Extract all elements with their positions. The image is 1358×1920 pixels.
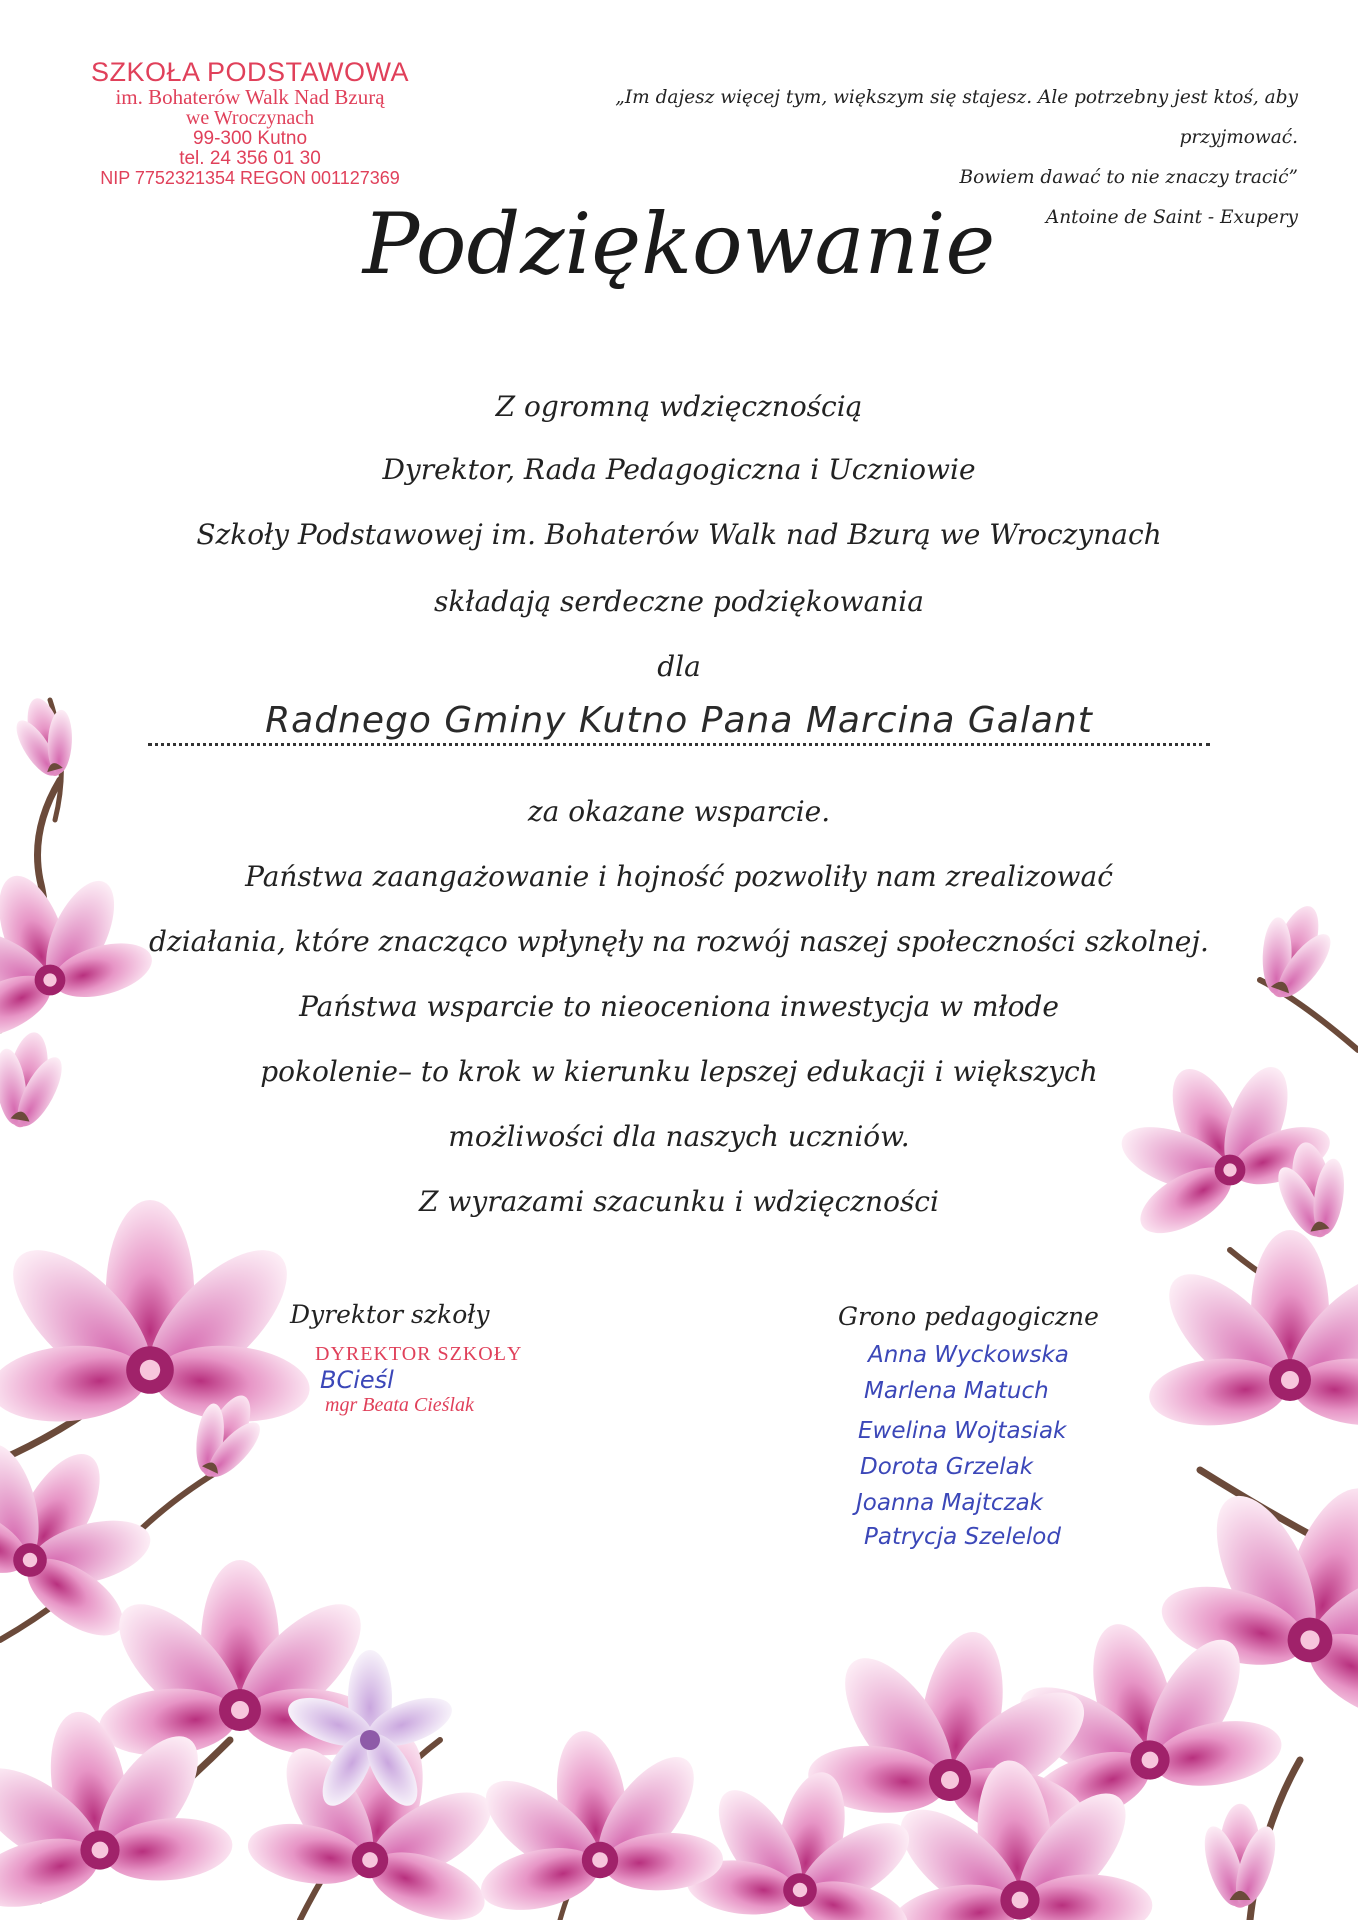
director-stamp: DYREKTOR SZKOŁY xyxy=(315,1343,523,1365)
staff-signature-block xyxy=(838,1302,1178,1562)
staff-signature: Patrycja Szelelod xyxy=(864,1524,1061,1550)
body-line: Państwa zaangażowanie i hojność pozwoliły nam zrealizować xyxy=(245,860,1113,893)
staff-signature: Dorota Grzelak xyxy=(860,1454,1034,1480)
stamp-line: we Wroczynach xyxy=(185,107,315,130)
staff-signature: Joanna Majtczak xyxy=(856,1490,1043,1516)
recipient-line xyxy=(120,700,1238,746)
quote-line: „Im dajesz więcej tym, większym się stajesz. Ale potrzebny jest ktoś, aby przyjmować. xyxy=(615,87,1298,148)
body-line: Z ogromną wdzięcznością xyxy=(495,390,863,423)
body-line: działania, które znacząco wpłynęły na rozwój naszej społeczności szkolnej. xyxy=(149,925,1209,958)
stamp-line: SZKOŁA PODSTAWOWA xyxy=(90,57,410,87)
recipient-name: Radnego Gminy Kutno Pana Marcina Galant xyxy=(148,700,1210,746)
body-line: Dyrektor, Rada Pedagogiczna i Uczniowie xyxy=(382,453,976,486)
stamp-line: 99-300 Kutno xyxy=(192,128,308,150)
body-line: za okazane wsparcie. xyxy=(527,795,831,828)
staff-label: Grono pedagogiczne xyxy=(838,1302,1099,1331)
director-signature: BCieśl xyxy=(320,1366,394,1394)
school-stamp xyxy=(70,58,430,188)
body-line: Państwa wsparcie to nieoceniona inwestycja w młode xyxy=(299,990,1059,1023)
body-line: składają serdeczne podziękowania xyxy=(434,585,924,618)
staff-signature: Marlena Matuch xyxy=(864,1378,1049,1404)
staff-signature: Ewelina Wojtasiak xyxy=(858,1418,1067,1444)
stamp-line: tel. 24 356 01 30 xyxy=(179,148,321,170)
quote-line: Bowiem dawać to nie znaczy tracić” xyxy=(959,167,1298,188)
body-line: pokolenie– to krok w kierunku lepszej edukacji i większych xyxy=(260,1055,1098,1088)
closing-line: Z wyrazami szacunku i wdzięczności xyxy=(419,1185,939,1218)
director-name: mgr Beata Cieślak xyxy=(325,1394,474,1416)
director-label: Dyrektor szkoły xyxy=(290,1300,490,1329)
quote-author: Antoine de Saint - Exupery xyxy=(1045,207,1298,228)
body-line: Szkoły Podstawowej im. Bohaterów Walk nad Bzurą we Wroczynach xyxy=(196,518,1162,551)
body-line: dla xyxy=(657,650,701,683)
staff-signature: Anna Wyckowska xyxy=(868,1342,1069,1368)
page-title: Podziękowanie xyxy=(362,195,996,293)
stamp-line: NIP 7752321354 REGON 001127369 xyxy=(100,168,400,189)
body-line: możliwości dla naszych uczniów. xyxy=(448,1120,910,1153)
stamp-line: im. Bohaterów Walk Nad Bzurą xyxy=(115,85,385,110)
director-signature-block xyxy=(290,1300,590,1417)
